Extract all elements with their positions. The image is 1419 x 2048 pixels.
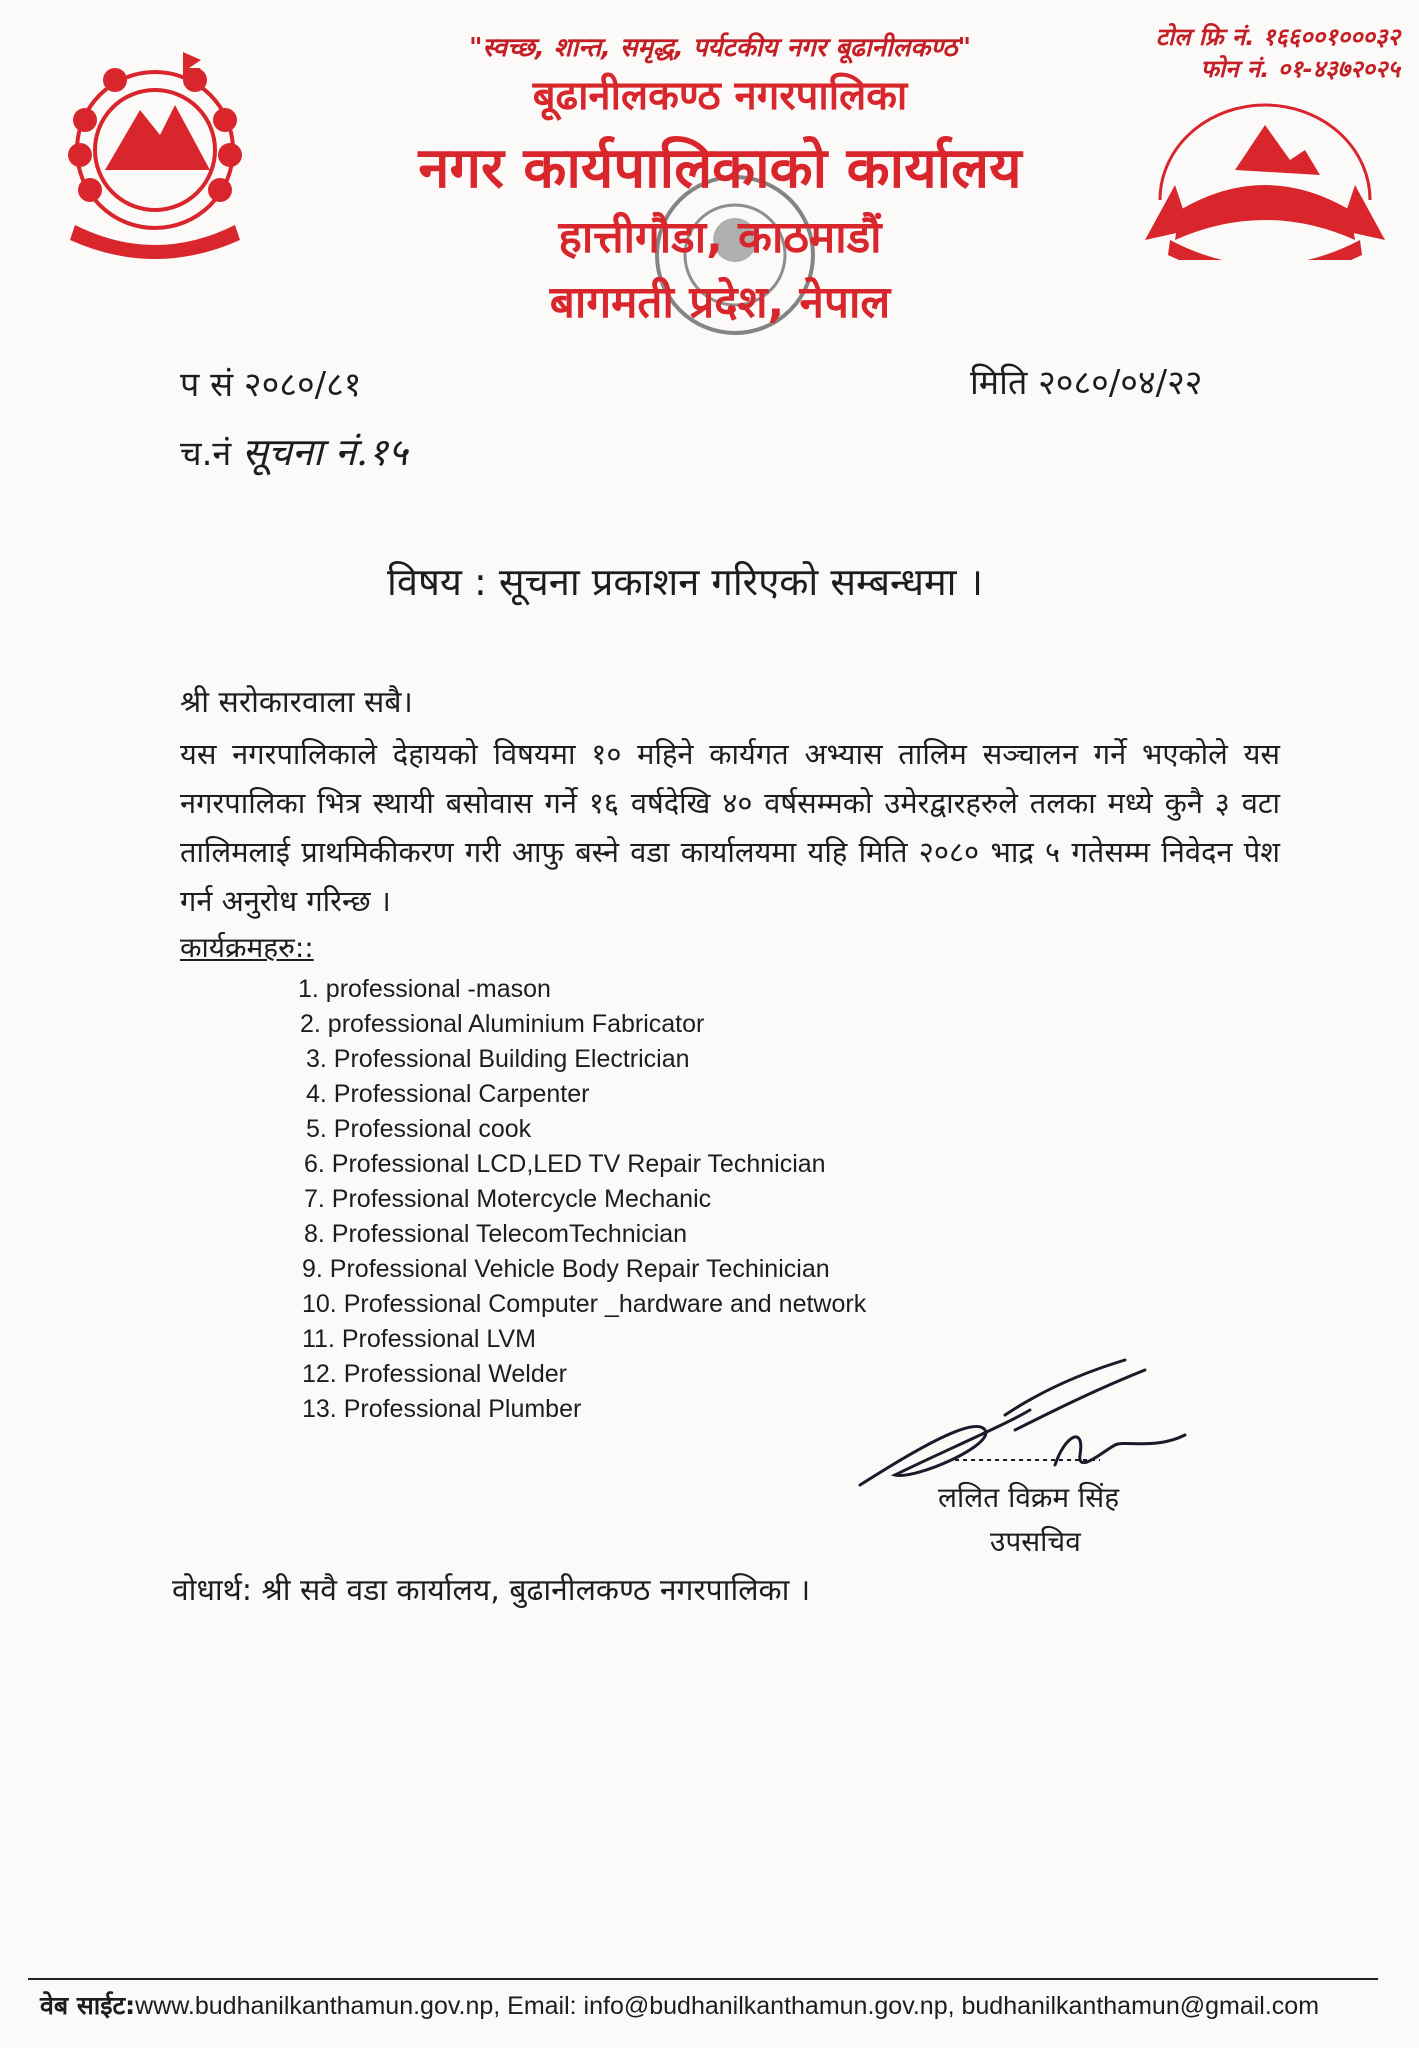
subject-line: विषय : सूचना प्रकाशन गरिएको सम्बन्धमा । — [387, 560, 983, 604]
toll-free-number: टोल फ्रि नं. १६६००१०००३२ — [1155, 23, 1400, 51]
list-item: 4. Professional Carpenter — [306, 1080, 590, 1108]
list-item: 2. professional Aluminium Fabricator — [300, 1010, 705, 1038]
list-item: 11. Professional LVM — [302, 1325, 536, 1353]
municipality-name: बूढानीलकण्ठ नगरपालिका — [532, 73, 908, 119]
programs-heading: कार्यक्रमहरु:: — [180, 931, 314, 964]
list-item: 7. Professional Motercycle Mechanic — [304, 1185, 712, 1213]
footer-contact — [40, 1988, 1319, 2022]
salutation: श्री सरोकारवाला सबै। — [180, 685, 413, 720]
list-item: 9. Professional Vehicle Body Repair Techinician — [302, 1255, 830, 1283]
phone-number: फोन नं. ०१-४३७२०२५ — [1200, 55, 1400, 83]
dispatch-number — [180, 425, 408, 477]
list-item: 6. Professional LCD,LED TV Repair Technician — [304, 1150, 826, 1178]
letterhead-motto: "स्वच्छ, शान्त, समृद्ध, पर्यटकीय नगर बूढानीलकण्ठ" — [468, 33, 972, 63]
signatory-title: उपसचिव — [990, 1525, 1081, 1558]
list-item: 12. Professional Welder — [302, 1360, 567, 1388]
list-item: 3. Professional Building Electrician — [306, 1045, 690, 1073]
list-item: 5. Professional cook — [306, 1115, 532, 1143]
programs-list — [298, 972, 866, 1427]
footer-divider — [28, 1978, 1378, 1980]
footer-contact-text: www.budhanilkanthamun.gov.np, Email: info@budhanilkanthamun.gov.np, budhanilkanthamun@gmail.com — [135, 1992, 1320, 2020]
handwritten-signature-icon — [855, 1355, 1195, 1495]
address-line-1: हात्तीगौडा, काठमाडौं — [558, 212, 882, 263]
dispatch-value: सूचना नं.१५ — [242, 430, 408, 474]
list-item: 13. Professional Plumber — [302, 1395, 582, 1423]
notice-body: यस नगरपालिकाले देहायको विषयमा १० महिने कार्यगत अभ्यास तालिम सञ्चालन गर्ने भएकोले यस नगरपालिका भित्र स्थायी बसोवास गर्ने १६ वर्षदेखि ४० वर्षसम्मको उमेरद्वारहरुले तलका मध्ये कुनै ३ वटा तालिमलाई प्राथमिकीकरण गरी आफु बस्ने वडा कार्यालयमा यहि मिति २०८० भाद्र ५ गतेसम्म निवेदन पेश गर्न अनुरोध गरिन्छ । — [180, 737, 1280, 918]
list-item: 10. Professional Computer _hardware and network — [302, 1290, 867, 1318]
list-item: 8. Professional TelecomTechnician — [304, 1220, 688, 1248]
reference-number: प सं २०८०/८१ — [180, 365, 362, 405]
letter-date: मिति २०८०/०४/२२ — [970, 363, 1203, 403]
list-item: 1. professional -mason — [298, 975, 551, 1003]
address-line-2: बागमती प्रदेश, नेपाल — [549, 277, 891, 328]
copy-to-line: वोधार्थ: श्री सवै वडा कार्यालय, बुढानीलकण्ठ नगरपालिका । — [172, 1573, 811, 1608]
nepal-government-emblem-icon — [45, 50, 265, 260]
footer-label: वेब साईट: — [40, 1991, 136, 2020]
signatory-name: ललित विक्रम सिंह — [938, 1481, 1120, 1514]
municipality-logo-icon — [1140, 90, 1390, 260]
dispatch-label: च.नं — [180, 434, 232, 474]
office-name: नगर कार्यपालिकाको कार्यालय — [418, 136, 1022, 201]
